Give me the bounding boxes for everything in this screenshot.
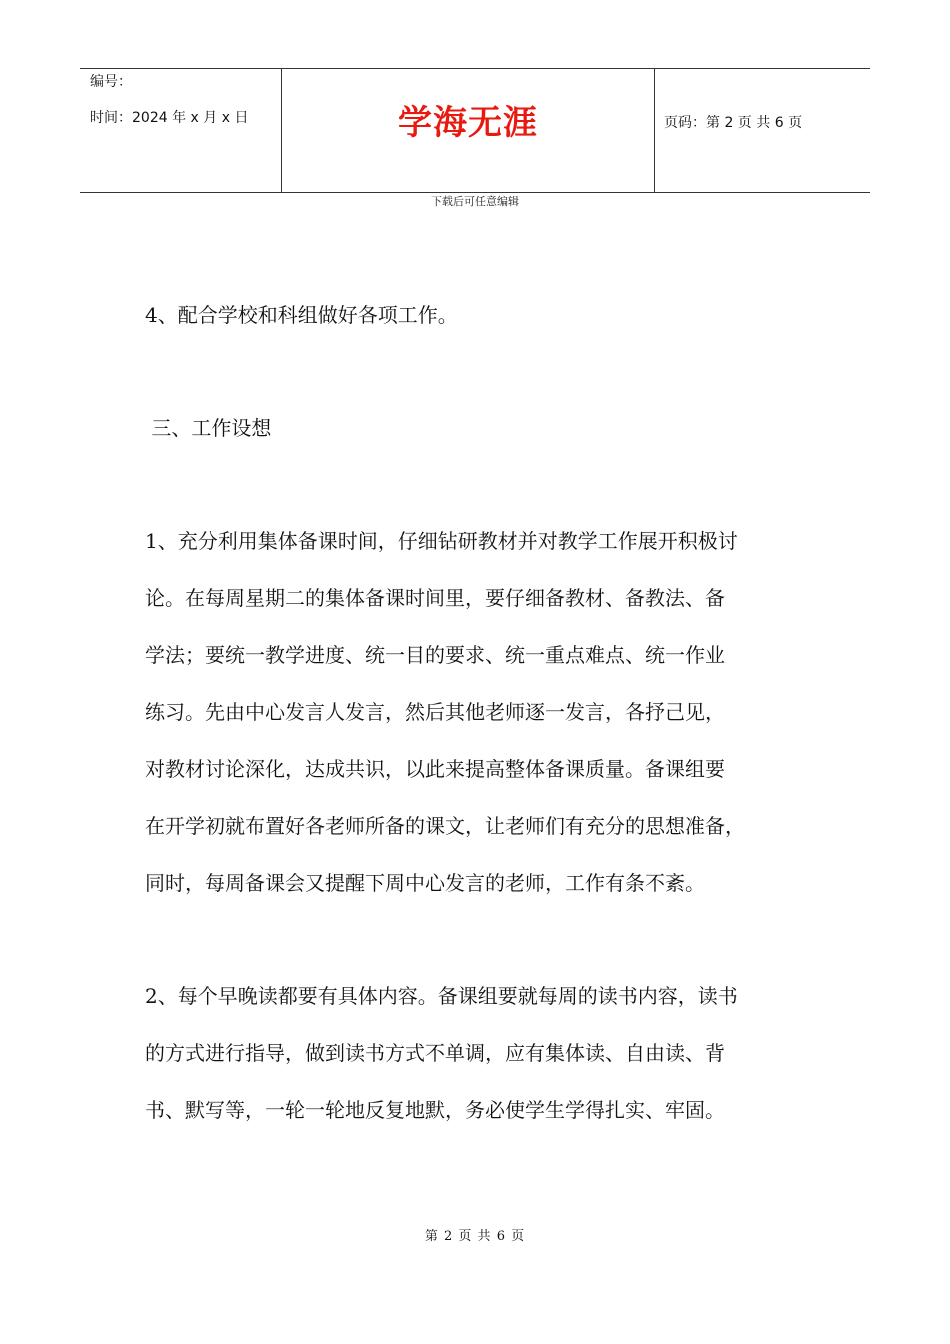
section-heading: 三、工作设想 [145, 416, 272, 440]
paragraph-line: 对教材讨论深化，达成共识，以此来提高整体备课质量。备课组要 [145, 757, 725, 781]
paragraph-line: 的方式进行指导，做到读书方式不单调，应有集体读、自由读、背 [145, 1041, 725, 1065]
spacer [145, 344, 825, 400]
paragraph-line: 书、默写等，一轮一轮地反复地默，务必使学生学得扎实、牢固。 [145, 1098, 725, 1122]
spacer [145, 912, 825, 968]
spacer [145, 457, 825, 513]
paragraph-line: 论。在每周星期二的集体备课时间里，要仔细备教材、备教法、备 [145, 586, 725, 610]
date-text: 时间：2024 年 x 月 x 日 [90, 110, 249, 126]
header-divider-right [654, 69, 655, 192]
paragraph-line: 2、每个早晚读都要有具体内容。备课组要就每周的读书内容，读书 [145, 984, 738, 1008]
document-body [145, 287, 825, 1139]
item-4: 4、配合学校和科组做好各项工作。 [145, 303, 458, 327]
paragraph-line: 同时，每周备课会又提醒下周中心发言的老师，工作有条不紊。 [145, 871, 705, 895]
page-footer: 第 2 页 共 6 页 [424, 1229, 526, 1244]
paragraph-line: 1、充分利用集体备课时间，仔细钻研教材并对教学工作展开积极讨 [145, 529, 738, 553]
header-page-code: 页码：第 2 页 共 6 页 [664, 115, 803, 131]
paragraph-1 [145, 513, 825, 912]
serial-number-label: 编号： [90, 74, 132, 90]
edit-note: 下载后可任意编辑 [431, 195, 519, 208]
paragraph-line: 学法；要统一教学进度、统一目的要求、统一重点难点、统一作业 [145, 643, 725, 667]
document-header-table [80, 68, 870, 193]
paragraph-2 [145, 968, 825, 1139]
paragraph-line: 练习。先由中心发言人发言，然后其他老师逐一发言，各抒己见， [145, 700, 725, 724]
paragraph-line: 在开学初就布置好各老师所备的课文，让老师们有充分的思想准备， [145, 814, 745, 838]
brand-title: 学海无涯 [398, 103, 538, 143]
